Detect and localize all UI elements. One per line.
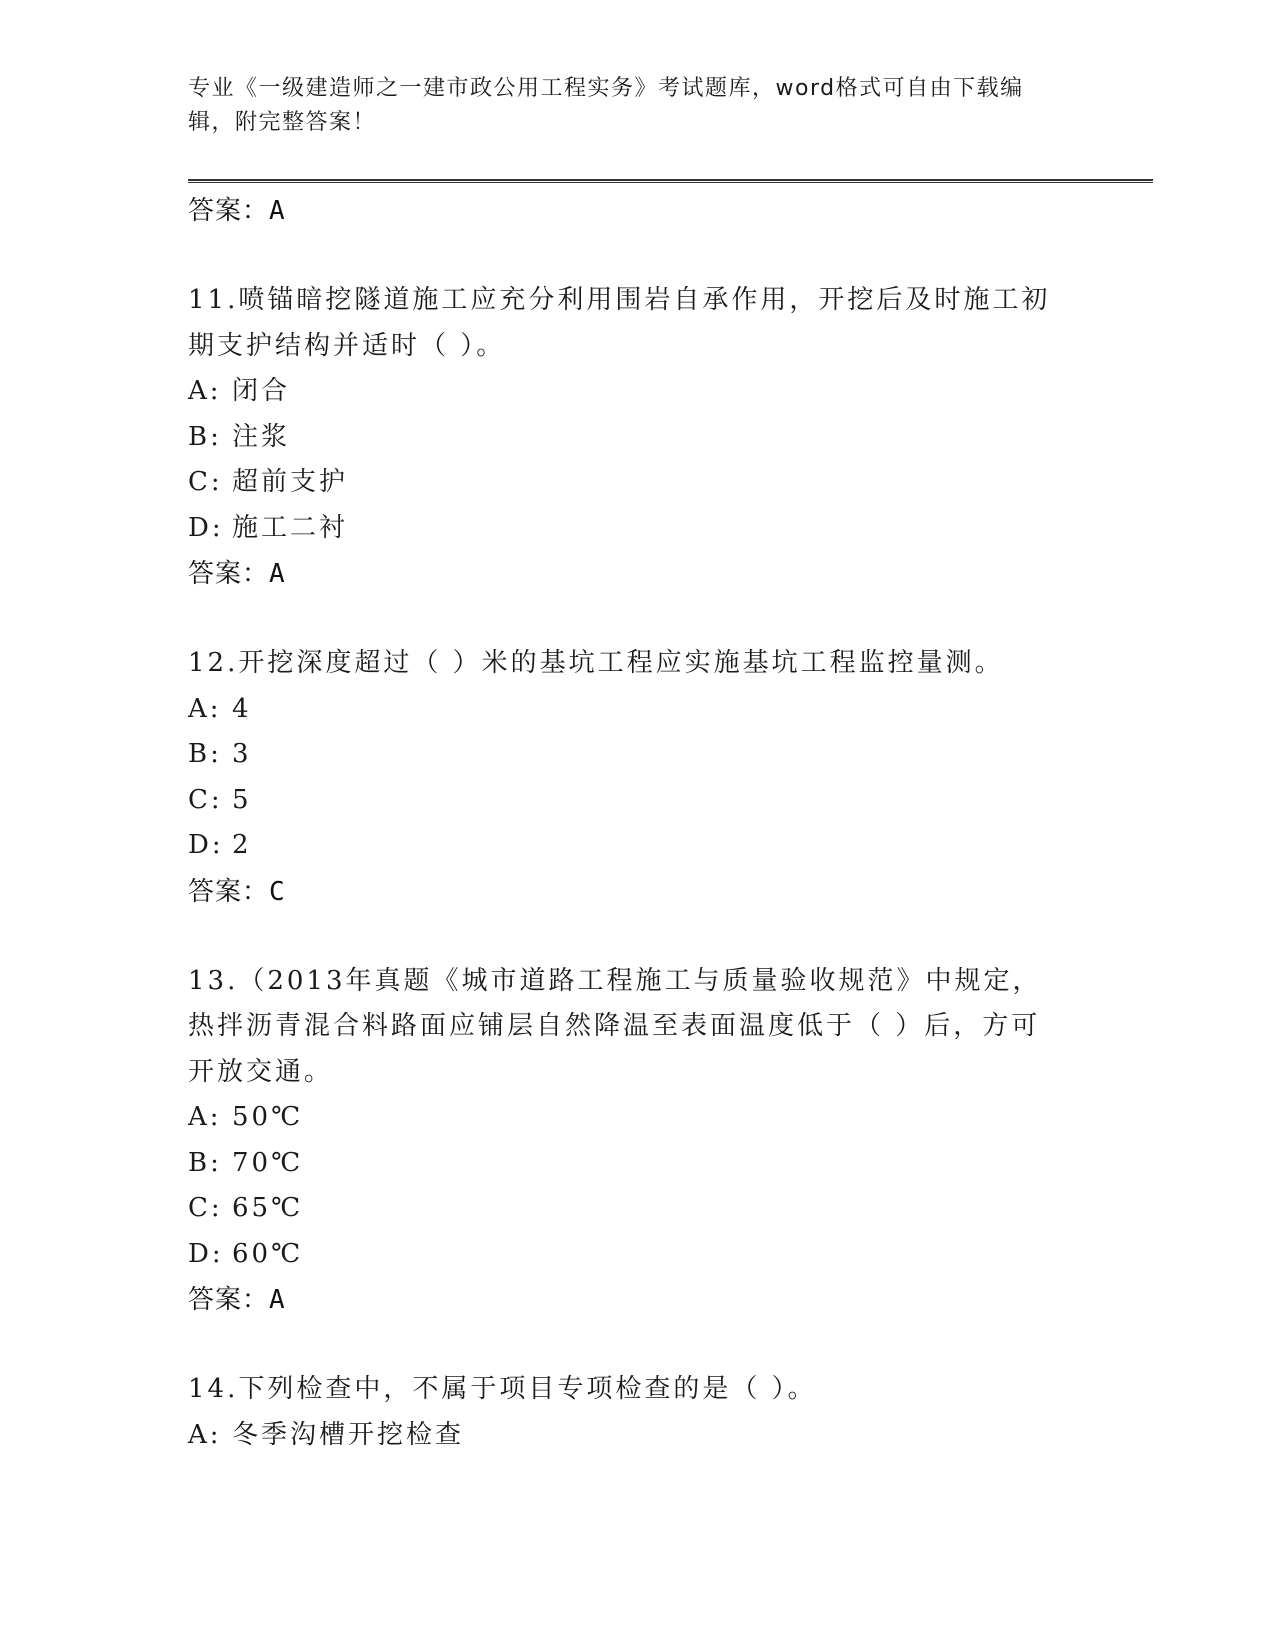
option-key: C: bbox=[188, 1193, 223, 1223]
option-c bbox=[188, 778, 1088, 824]
option-value: 5 bbox=[232, 784, 252, 815]
option-a bbox=[188, 369, 1088, 415]
question-block bbox=[188, 1367, 1088, 1458]
option-key: D: bbox=[188, 512, 224, 543]
answer-value: A bbox=[269, 196, 286, 226]
option-value: 70℃ bbox=[232, 1147, 304, 1178]
option-key: D: bbox=[188, 830, 224, 860]
option-value: 60℃ bbox=[232, 1238, 304, 1269]
question-text: 11.喷锚暗挖隧道施工应充分利用围岩自承作用，开挖后及时施工初期支护结构并适时（ ）。 bbox=[188, 285, 1051, 361]
option-b bbox=[188, 732, 1088, 778]
option-value: 50℃ bbox=[232, 1102, 304, 1132]
option-key: A: bbox=[188, 1102, 222, 1132]
answer-label: 答案： bbox=[188, 196, 270, 226]
option-b bbox=[188, 1141, 1088, 1187]
question-block bbox=[188, 278, 1088, 597]
option-a bbox=[188, 687, 1088, 733]
question-block bbox=[188, 959, 1088, 1324]
option-value: 4 bbox=[232, 693, 252, 724]
previous-answer bbox=[188, 188, 1088, 234]
option-value: 冬季沟槽开挖检查 bbox=[232, 1419, 465, 1450]
option-a bbox=[188, 1095, 1088, 1141]
option-key: A: bbox=[188, 693, 222, 724]
answer bbox=[188, 551, 1088, 597]
answer-value: C bbox=[269, 876, 286, 907]
question-text: 14.下列检查中，不属于项目专项检查的是（ ）。 bbox=[188, 1374, 817, 1404]
option-key: B: bbox=[188, 421, 222, 452]
option-a bbox=[188, 1413, 1088, 1459]
option-d bbox=[188, 823, 1088, 869]
answer-label: 答案： bbox=[188, 1285, 270, 1315]
option-value: 超前支护 bbox=[232, 467, 349, 497]
option-value: 闭合 bbox=[232, 376, 291, 406]
answer-label: 答案： bbox=[188, 876, 270, 907]
answer-label: 答案： bbox=[188, 559, 270, 589]
question-block bbox=[188, 641, 1088, 915]
option-c bbox=[188, 1186, 1088, 1232]
option-d bbox=[188, 1232, 1088, 1278]
answer bbox=[188, 1277, 1088, 1323]
option-value: 2 bbox=[232, 830, 252, 860]
option-key: C: bbox=[188, 784, 223, 815]
option-key: D: bbox=[188, 1238, 224, 1269]
option-value: 3 bbox=[232, 739, 252, 769]
option-key: B: bbox=[188, 1147, 222, 1178]
option-value: 注浆 bbox=[232, 421, 291, 452]
option-d bbox=[188, 506, 1088, 552]
option-key: C: bbox=[188, 467, 223, 497]
option-value: 65℃ bbox=[232, 1193, 304, 1223]
option-key: A: bbox=[188, 1419, 222, 1450]
question-list bbox=[188, 188, 1088, 1458]
option-key: A: bbox=[188, 376, 222, 406]
option-key: B: bbox=[188, 739, 222, 769]
option-c bbox=[188, 460, 1088, 506]
option-b bbox=[188, 415, 1088, 461]
answer-value: A bbox=[269, 1285, 286, 1315]
answer bbox=[188, 869, 1088, 915]
header-divider bbox=[188, 179, 1153, 183]
answer-value: A bbox=[269, 559, 286, 589]
question-text: 13.（2013年真题《城市道路工程施工与质量验收规范》中规定，热拌沥青混合料路面应铺层自然降温至表面温度低于（ ）后，方可开放交通。 bbox=[188, 965, 1042, 1087]
option-value: 施工二衬 bbox=[232, 512, 349, 543]
document-header: 专业《一级建造师之一建市政公用工程实务》考试题库，word格式可自由下载编辑，附完整答案！ bbox=[188, 76, 1024, 135]
question-text: 12.开挖深度超过（ ）米的基坑工程应实施基坑工程监控量测。 bbox=[188, 648, 1004, 678]
